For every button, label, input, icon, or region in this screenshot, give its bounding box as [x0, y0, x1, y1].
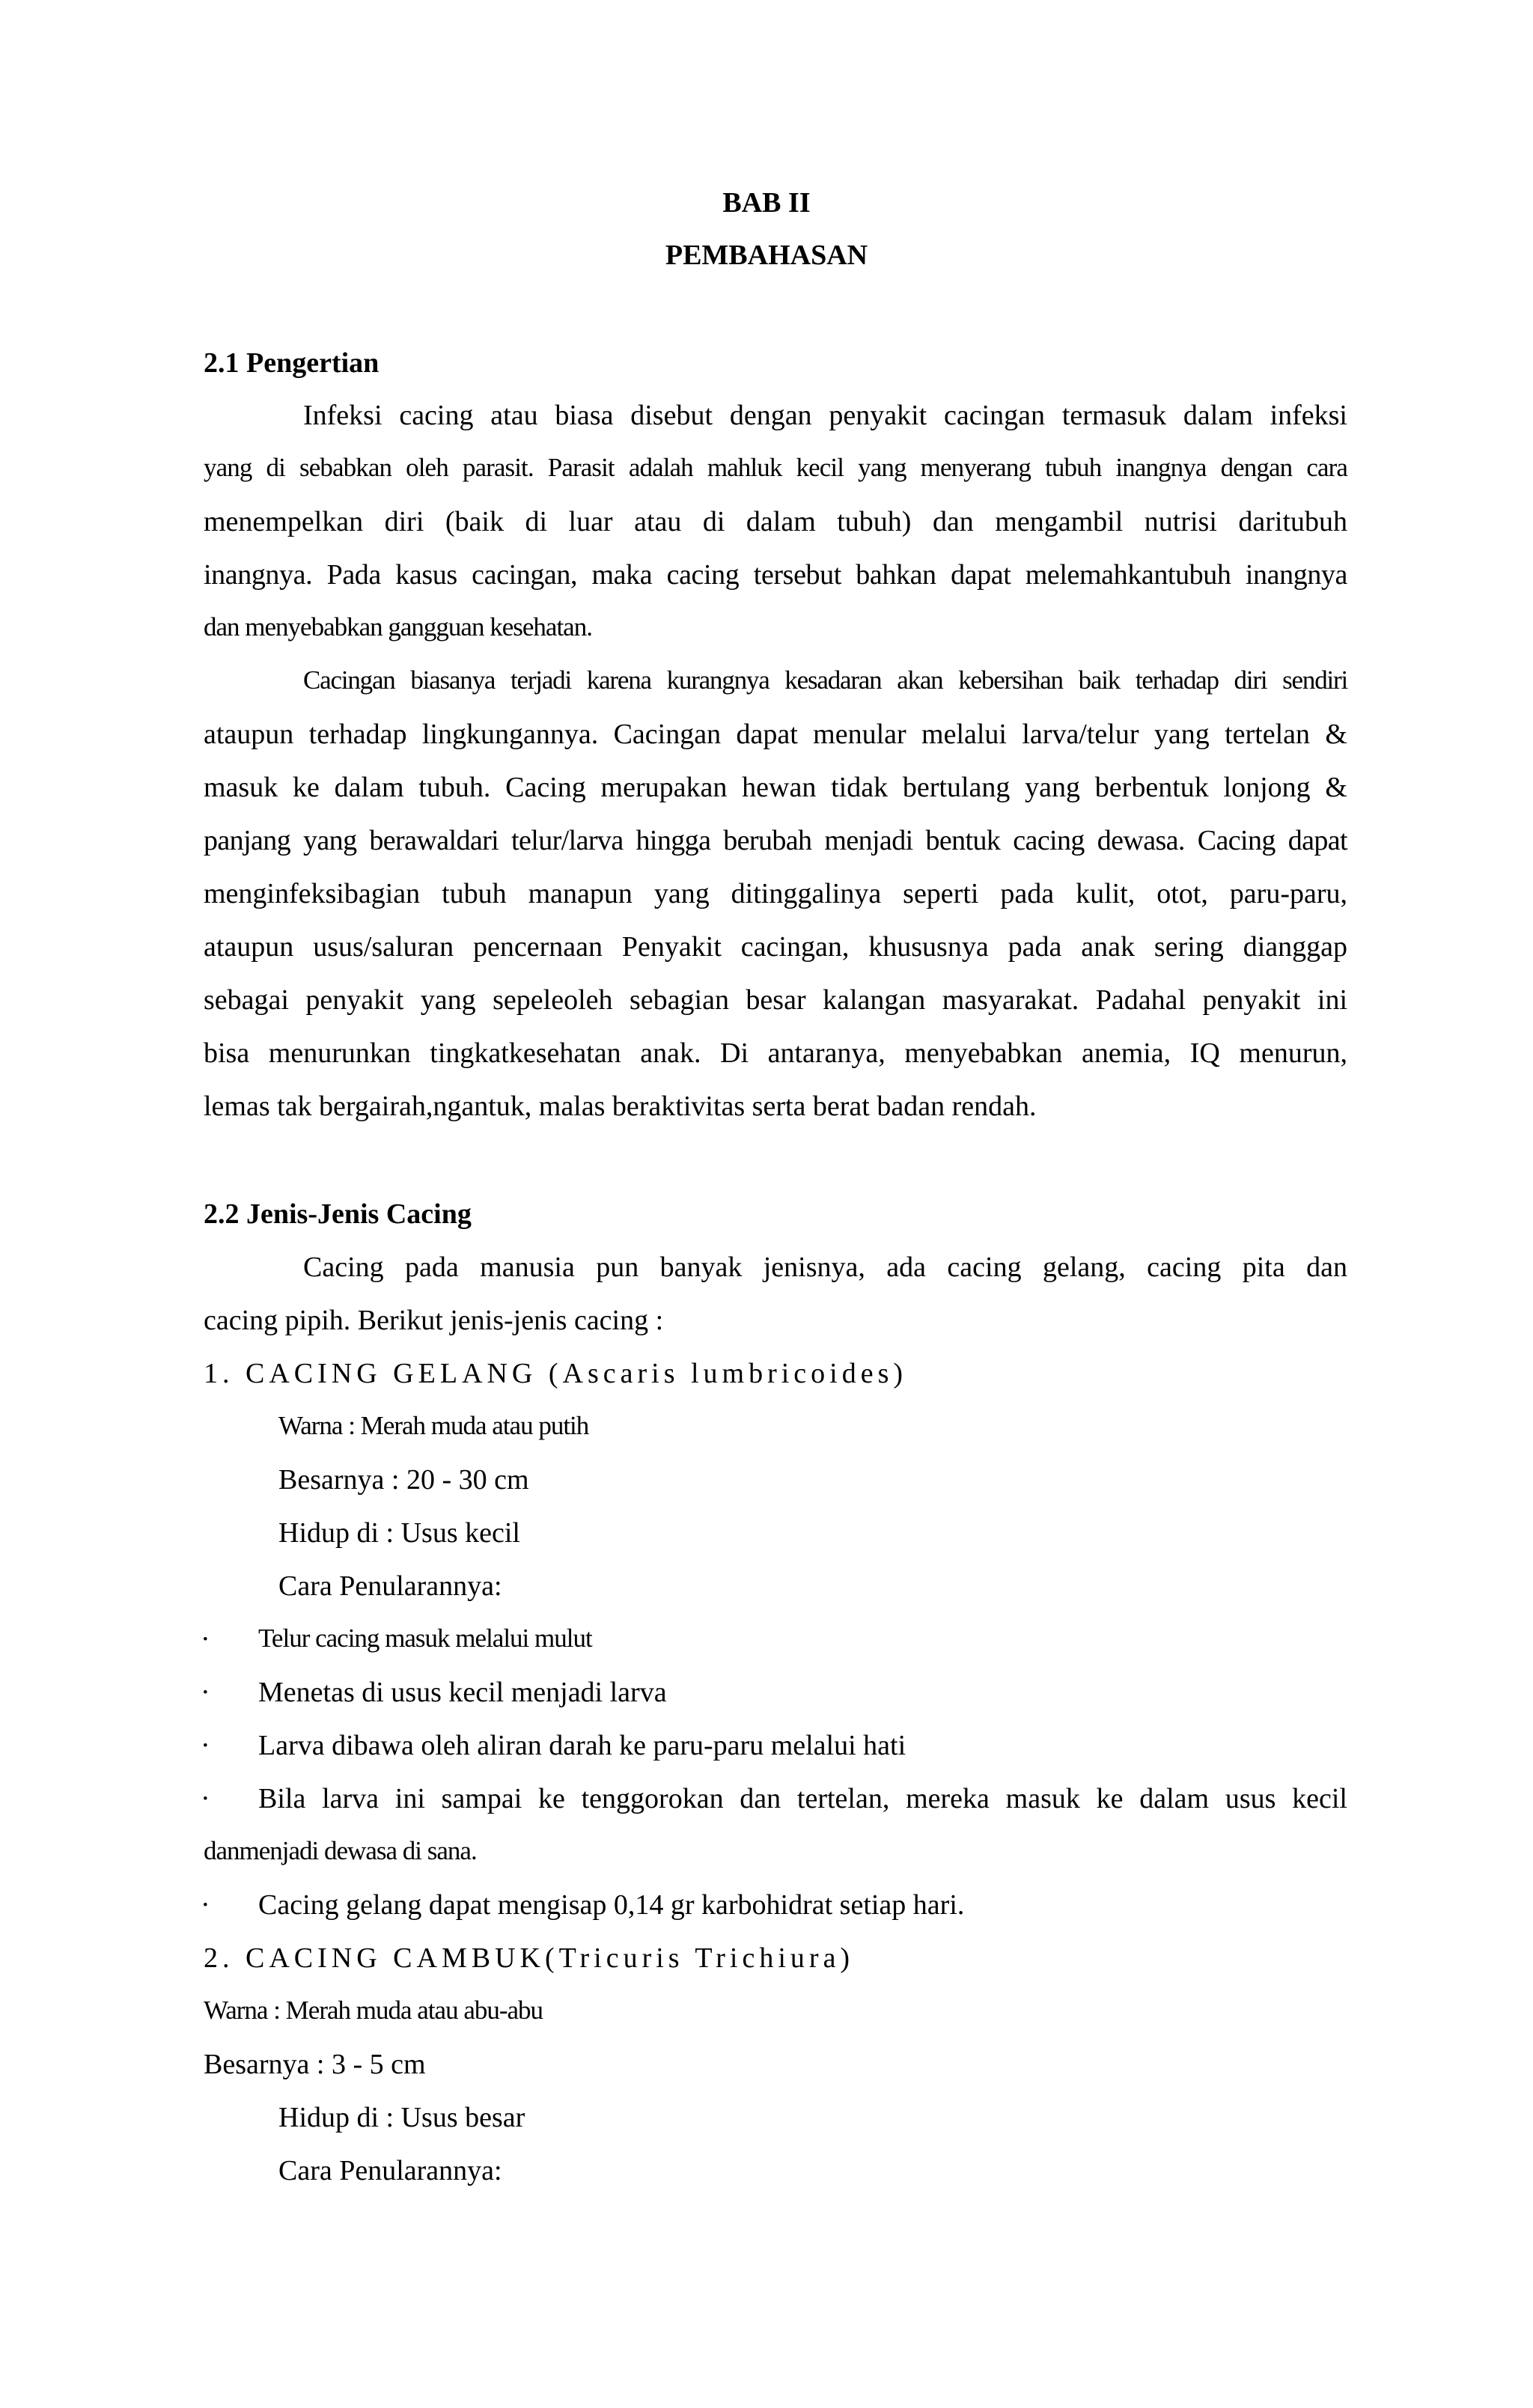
attribute-warna: Warna : Merah muda atau abu-abu — [204, 1996, 543, 2025]
paragraph-line: menginfeksibagian tubuh manapun yang ditinggalinya seperti pada kulit, otot, paru-paru, — [204, 878, 1347, 909]
list-item: Bila larva ini sampai ke tenggorokan dan tertelan, mereka masuk ke dalam usus kecil — [258, 1783, 1347, 1814]
paragraph-line: Cacingan biasanya terjadi karena kurangnya kesadaran akan kebersihan baik terhadap diri sendiri — [303, 665, 1347, 695]
paragraph-line: ataupun terhadap lingkungannya. Cacingan dapat menular melalui larva/telur yang tertelan & — [204, 719, 1347, 750]
paragraph-line: panjang yang berawaldari telur/larva hingga berubah menjadi bentuk cacing dewasa. Cacing dapat — [204, 825, 1347, 856]
paragraph-line: sebagai penyakit yang sepeleoleh sebagian besar kalangan masyarakat. Padahal penyakit ini — [204, 984, 1347, 1016]
paragraph-line: bisa menurunkan tingkatkesehatan anak. Di antaranya, menyebabkan anemia, IQ menurun, — [204, 1037, 1347, 1069]
bullet-dot-icon: · — [201, 1677, 210, 1708]
list-heading-cacing-gelang: 1. CACING GELANG (Ascaris lumbricoides) — [204, 1358, 908, 1389]
attribute-besarnya: Besarnya : 20 - 30 cm — [278, 1464, 529, 1496]
attribute-hidup-di: Hidup di : Usus besar — [278, 2102, 525, 2133]
list-item: Telur cacing masuk melalui mulut — [258, 1624, 592, 1653]
attribute-cara-penularan: Cara Penularannya: — [278, 2155, 502, 2186]
paragraph-line: dan menyebabkan gangguan kesehatan. — [204, 612, 592, 641]
section-title-jenis-cacing: 2.2 Jenis-Jenis Cacing — [204, 1198, 472, 1230]
paragraph-line: cacing pipih. Berikut jenis-jenis cacing : — [204, 1305, 664, 1336]
paragraph-line: menempelkan diri (baik di luar atau di dalam tubuh) dan mengambil nutrisi daritubuh — [204, 506, 1347, 537]
paragraph-line: Cacing pada manusia pun banyak jenisnya, ada cacing gelang, cacing pita dan — [303, 1252, 1347, 1283]
list-item: Larva dibawa oleh aliran darah ke paru-paru melalui hati — [258, 1730, 906, 1761]
attribute-cara-penularan: Cara Penularannya: — [278, 1570, 502, 1602]
section-title-pengertian: 2.1 Pengertian — [204, 347, 380, 379]
chapter-number: BAB II — [722, 187, 811, 219]
bullet-dot-icon: · — [201, 1624, 210, 1655]
attribute-warna: Warna : Merah muda atau putih — [278, 1411, 589, 1440]
paragraph-line: Infeksi cacing atau biasa disebut dengan penyakit cacingan termasuk dalam infeksi — [303, 400, 1347, 431]
paragraph-line: masuk ke dalam tubuh. Cacing merupakan hewan tidak bertulang yang berbentuk lonjong & — [204, 772, 1347, 803]
attribute-besarnya: Besarnya : 3 - 5 cm — [204, 2049, 426, 2080]
bullet-dot-icon: · — [201, 1889, 210, 1921]
chapter-title: PEMBAHASAN — [665, 240, 868, 271]
bullet-dot-icon: · — [201, 1730, 210, 1761]
list-item-continuation: danmenjadi dewasa di sana. — [204, 1836, 477, 1865]
attribute-hidup-di: Hidup di : Usus kecil — [278, 1517, 520, 1549]
paragraph-line: inangnya. Pada kasus cacingan, maka cacing tersebut bahkan dapat melemahkantubuh inangnya — [204, 559, 1347, 591]
list-heading-cacing-cambuk: 2. CACING CAMBUK(Tricuris Trichiura) — [204, 1942, 855, 1974]
bullet-dot-icon: · — [201, 1783, 210, 1814]
paragraph-line: ataupun usus/saluran pencernaan Penyakit cacingan, khususnya pada anak sering dianggap — [204, 931, 1347, 963]
paragraph-line: lemas tak bergairah,ngantuk, malas beraktivitas serta berat badan rendah. — [204, 1091, 1037, 1122]
list-item: Menetas di usus kecil menjadi larva — [258, 1677, 667, 1708]
list-item: Cacing gelang dapat mengisap 0,14 gr karbohidrat setiap hari. — [258, 1889, 965, 1921]
paragraph-line: yang di sebabkan oleh parasit. Parasit adalah mahluk kecil yang menyerang tubuh inangnya dengan cara — [204, 453, 1347, 482]
